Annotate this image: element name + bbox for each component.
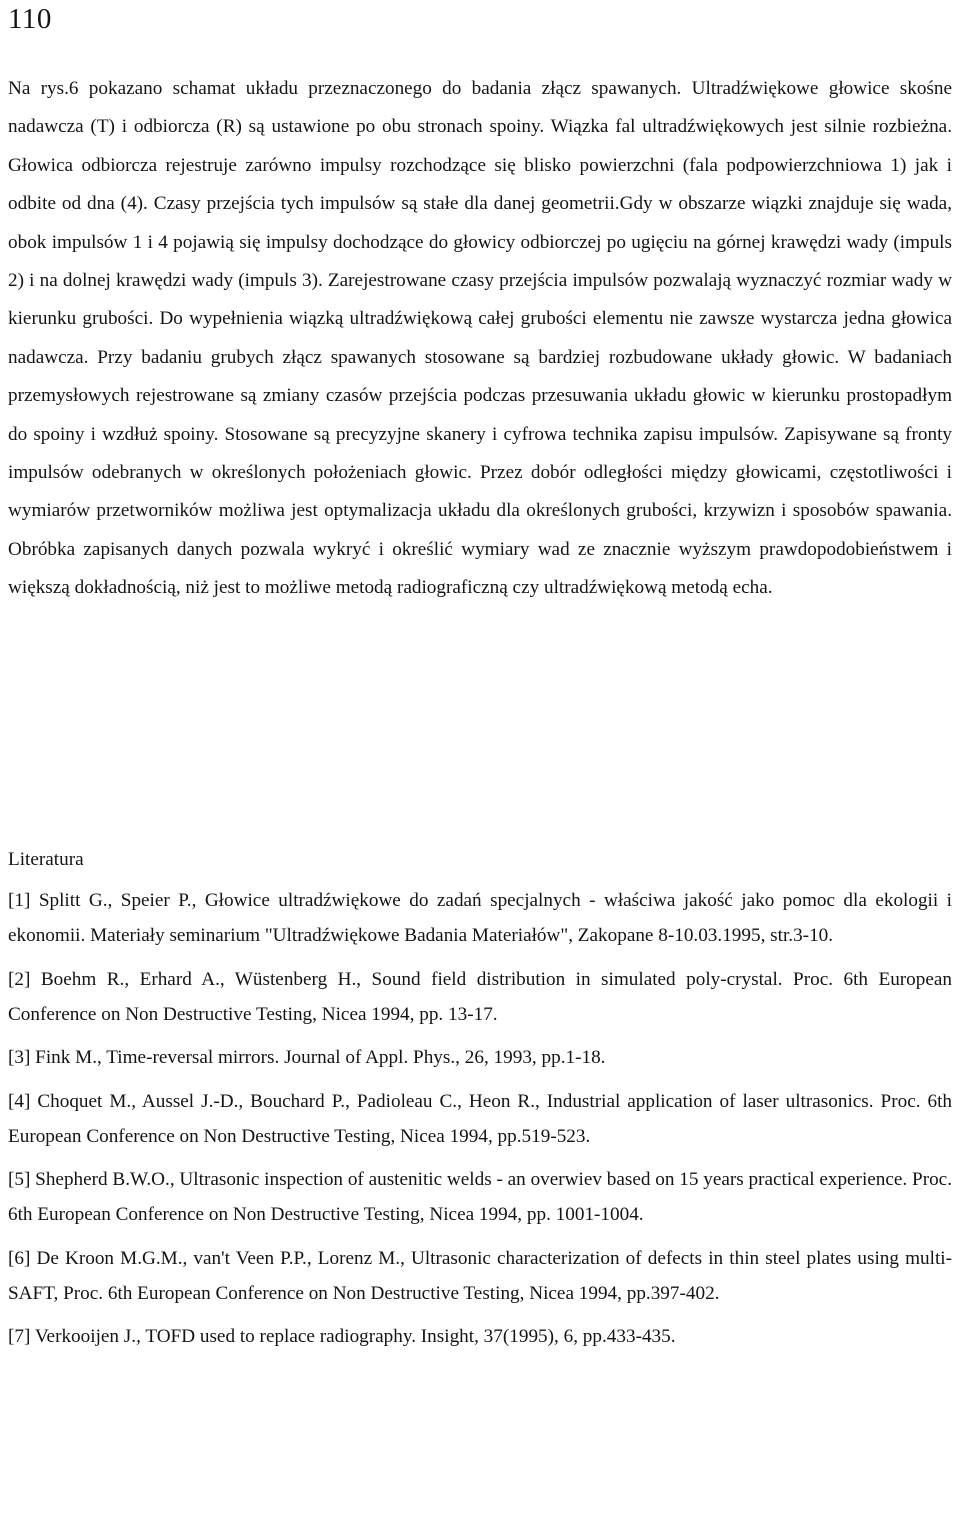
reference-item-5: [5] Shepherd B.W.O., Ultrasonic inspection of austenitic welds - an overwiev based on 15 years practical experience. Proc. 6th European Conference on Non Destructive Testing, Nicea 1994, pp. 1001-1004. xyxy=(8,1169,952,1225)
page-number: 110 xyxy=(8,3,52,35)
reference-item-4: [4] Choquet M., Aussel J.-D., Bouchard P., Padioleau C., Heon R., Industrial application of laser ultrasonics. Proc. 6th European Conference on Non Destructive Testing, Nicea 1994, pp.519-523. xyxy=(8,1090,952,1147)
body-paragraph: Na rys.6 pokazano schamat układu przeznaczonego do badania złącz spawanych. Ultradźwiękowe głowice skośne nadawcza (T) i odbiorcza (R) są ustawione po obu stronach spoiny. Wiązka fal ultradźwiękowych jest silnie rozbieżna. Głowica odbiorcza rejestruje zarówno impulsy rozchodzące się blisko powierzchni (fala podpowierzchniowa 1) jak i odbite od dna (4). Czasy przejścia tych impulsów są stałe dla danej geometrii.Gdy w obszarze wiązki znajduje się wada, obok impulsów 1 i 4 pojawią się impulsy dochodzące do głowicy odbiorczej po ugięciu na górnej krawędzi wady (impuls 2) i na dolnej krawędzi wady (impuls 3). Zarejestrowane czasy przejścia impulsów pozwalają wyznaczyć rozmiar wady w kierunku grubości. Do wypełnienia wiązką ultradźwiękową całej grubości elementu nie zawsze wystarcza jedna głowica nadawcza. Przy badaniu grubych złącz spawanych stosowane są bardziej rozbudowane układy głowic. W badaniach przemysłowych rejestrowane są zmiany czasów przejścia podczas przesuwania układu głowic w kierunku prostopadłym do spoiny i wzdłuż spoiny. Stosowane są precyzyjne skanery i cyfrowa technika zapisu impulsów. Zapisywane są fronty impulsów odebranych w określonych położeniach głowic. Przez dobór odległości między głowicami, częstotliwości i wymiarów przetworników możliwa jest optymalizacja układu dla określonych grubości, krzywizn i sposobów spawania. Obróbka zapisanych danych pozwala wykryć i określić wymiary wad ze znacznie wyższym prawdopodobieństwem i większą dokładnością, niż jest to możliwe metodą radiograficzną czy ultradźwiękową metodą echa. xyxy=(8,78,952,599)
reference-item-7: [7] Verkooijen J., TOFD used to replace radiography. Insight, 37(1995), 6, pp.433-435. xyxy=(8,1326,676,1347)
reference-item-3: [3] Fink M., Time-reversal mirrors. Journal of Appl. Phys., 26, 1993, pp.1-18. xyxy=(8,1047,606,1068)
reference-item-6: [6] De Kroon M.G.M., van't Veen P.P., Lorenz M., Ultrasonic characterization of defects in thin steel plates using multi-SAFT, Proc. 6th European Conference on Non Destructive Testing, Nicea 1994, pp.397-402. xyxy=(8,1247,952,1304)
references-heading: Literatura xyxy=(8,849,84,870)
reference-item-1: [1] Splitt G., Speier P., Głowice ultradźwiękowe do zadań specjalnych - właściwa jakość jako pomoc dla ekologii i ekonomii. Materiały seminarium "Ultradźwiękowe Badania Materiałów", Zakopane 8-10.03.1995, str.3-10. xyxy=(8,890,952,946)
references-list xyxy=(8,883,952,1363)
reference-item-2: [2] Boehm R., Erhard A., Wüstenberg H., Sound field distribution in simulated poly-crystal. Proc. 6th European Conference on Non Destructive Testing, Nicea 1994, pp. 13-17. xyxy=(8,968,952,1025)
